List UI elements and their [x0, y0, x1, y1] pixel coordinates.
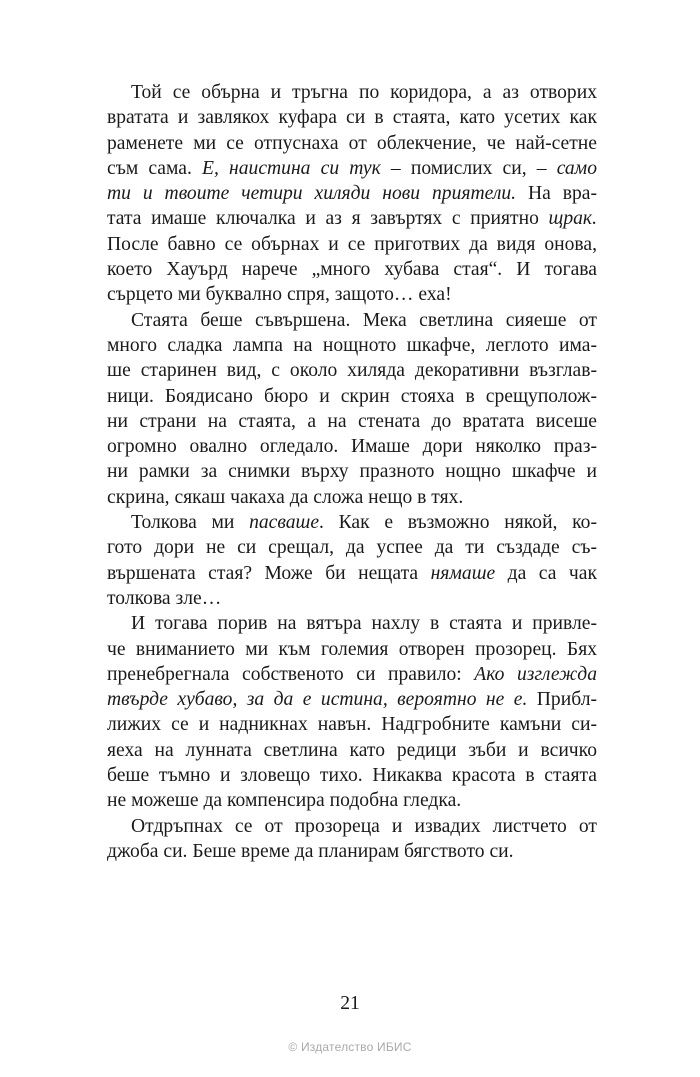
text-line: ше старинен вид, с около хиляда декоративни възглав-: [107, 360, 597, 382]
body-text: [107, 80, 597, 864]
text-line: много сладка лампа на нощното шкафче, леглото има-: [107, 334, 597, 356]
italic-text: Е, наистина си тук: [202, 157, 381, 179]
paragraph: [107, 308, 597, 510]
text-line: беше тъмно и зловещо тихо. Никаква красота в стаята: [107, 765, 597, 787]
paragraph: [107, 80, 597, 308]
text-line: сърцето ми буквално спря, защото… еха!: [107, 284, 452, 306]
paragraph: [107, 611, 597, 813]
text-line: ни рамки за снимки върху празното нощно шкафче и: [107, 461, 597, 483]
italic-text: – само: [536, 157, 597, 179]
italic-text: Ако изглежда: [474, 663, 597, 685]
text-line: После бавно се обърнах и се приготвих да видя онова,: [107, 233, 597, 255]
paragraph: [107, 814, 597, 865]
italic-text: пасваше: [249, 512, 320, 534]
text-line: ници. Боядисано бюро и скрин стояха в срещуполож-: [107, 385, 597, 407]
publisher-footer: © Издателство ИБИС: [288, 1040, 412, 1054]
text-line: ни страни на стаята, а на стената до вратата висеше: [107, 410, 597, 432]
italic-text: щрак.: [548, 208, 597, 230]
text-line: пренебрегнала собственото си правило: Ако изглежда: [107, 663, 597, 685]
text-line: скрина, сякаш чакаха да сложа нещо в тях.: [107, 486, 464, 508]
text-line: ти и твоите четири хиляди нови приятели. На вра-: [107, 183, 597, 205]
text-line: джоба си. Беше време да планирам бягството си.: [107, 840, 514, 862]
italic-text: нямаше: [430, 562, 496, 584]
text-line: яеха на лунната светлина като редици зъби и всичко: [107, 739, 597, 761]
text-line: толкова зле…: [107, 587, 222, 609]
text-line: твърде хубаво, за да е истина, вероятно не е. Прибл-: [107, 689, 597, 711]
italic-text: ти и твоите четири хиляди нови приятели.: [107, 183, 517, 205]
text-line: раменете ми се отпуснаха от облекчение, че най-сетне: [107, 132, 597, 154]
text-line: Толкова ми пасваше. Как е възможно някой, ко-: [131, 512, 597, 534]
text-line: вратата и завлякох куфара си в стаята, като усетих как: [107, 107, 597, 129]
text-line: лижих се и надникнах навън. Надгробните камъни си-: [107, 714, 597, 736]
text-line: вършената стая? Може би нещата нямаше да са чак: [107, 562, 597, 584]
text-line: не можеше да компенсира подобна гледка.: [107, 790, 462, 812]
text-line: съм сама. Е, наистина си тук – помислих си, – само: [107, 157, 597, 179]
text-line: огромно овално огледало. Имаше дори няколко праз-: [107, 436, 597, 458]
text-line: Стаята беше съвършена. Мека светлина сияеше от: [131, 309, 597, 331]
text-line: което Хауърд нарече „много хубава стая“. И тогава: [107, 259, 597, 281]
italic-text: твърде хубаво, за да е истина, вероятно не е.: [107, 689, 528, 711]
text-line: гото дори не си срещал, да успее да ти създаде съ-: [107, 537, 597, 559]
text-line: Отдръпнах се от прозореца и извадих листчето от: [131, 815, 597, 837]
text-line: И тогава порив на вятъра нахлу в стаята и привле-: [131, 613, 597, 635]
text-line: че вниманието ми към големия отворен прозорец. Бях: [107, 638, 597, 660]
text-line: тата имаше ключалка и аз я завъртях с приятно щрак.: [107, 208, 597, 230]
paragraph: [107, 510, 597, 611]
page-number: 21: [340, 993, 360, 1014]
text-line: Той се обърна и тръгна по коридора, а аз отворих: [131, 82, 597, 103]
